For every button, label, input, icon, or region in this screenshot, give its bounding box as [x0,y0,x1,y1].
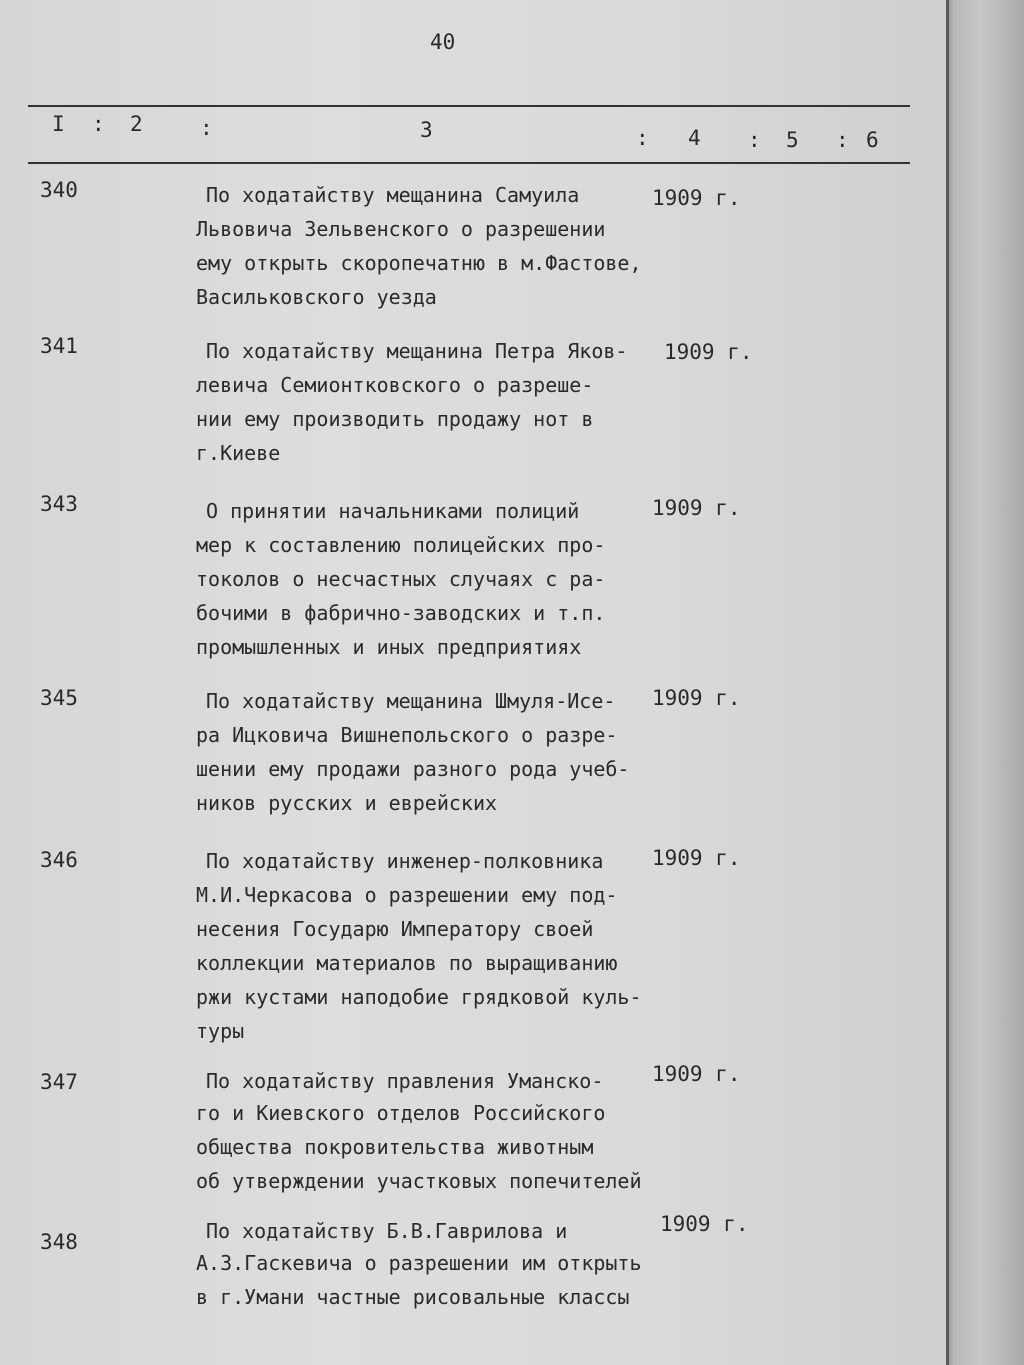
entry-text [206,178,676,212]
entry-number: 343 [40,492,78,516]
entry-line: А.З.Гаскевича о разрешении им открыть [196,1251,642,1275]
entry-text [196,1096,666,1198]
entry-text [196,528,666,664]
entry-text [196,212,666,314]
header-col-1: I [52,112,65,136]
entry-line: го и Киевского отделов Российского [196,1101,606,1125]
entry-text [206,844,676,878]
entry-text [206,684,676,718]
entry-line: Львовича Зельвенского о разрешении [196,217,606,241]
header-separator: : [636,126,649,150]
entry-line: М.И.Черкасова о разрешении ему под- [196,883,618,907]
entry-number: 341 [40,334,78,358]
entry-number: 348 [40,1230,78,1254]
entry-number: 340 [40,178,78,202]
entry-text [196,878,666,1048]
page-edge [946,0,1024,1365]
header-col-4: 4 [688,126,701,150]
entry-year: 1909 г. [660,1212,749,1236]
entry-line: мер к составлению полицейских про- [196,533,606,557]
entry-line: об утверждении участковых попечителей [196,1169,642,1193]
entry-text [206,1064,676,1098]
entry-text [206,494,676,528]
entry-line: промышленных и иных предприятиях [196,635,582,659]
entry-text [196,368,666,470]
entry-year: 1909 г. [652,1062,741,1086]
entry-number: 347 [40,1070,78,1094]
entry-line: бочими в фабрично-заводских и т.п. [196,601,606,625]
entry-line: токолов о несчастных случаях с ра- [196,567,606,591]
entry-line: туры [196,1019,245,1043]
entry-line: По ходатайству мещанина Самуила [206,183,580,207]
entry-line: ра Ицковича Вишнепольского о разре- [196,723,618,747]
entry-year: 1909 г. [652,186,741,210]
entry-text [206,334,676,368]
entry-line: нии ему производить продажу нот в [196,407,594,431]
entry-line: несения Государю Императору своей [196,917,594,941]
entry-line: По ходатайству Б.В.Гаврилова и [206,1219,568,1243]
entry-year: 1909 г. [652,496,741,520]
header-top-rule [28,105,910,107]
header-col-5: 5 [786,128,799,152]
entry-text [196,1246,666,1314]
entry-number: 346 [40,848,78,872]
entry-line: левича Семионтковского о разреше- [196,373,594,397]
entry-line: По ходатайству правления Уманско- [206,1069,604,1093]
entry-text [196,718,666,820]
entry-line: в г.Умани частные рисовальные классы [196,1285,630,1309]
entry-line: По ходатайству мещанина Шмуля-Исе- [206,689,616,713]
entry-line: общества покровительства животным [196,1135,594,1159]
entry-line: Васильковского уезда [196,285,437,309]
entry-line: ников русских и еврейских [196,791,498,815]
header-separator: : [836,128,849,152]
entry-line: По ходатайству инженер-полковника [206,849,604,873]
entry-year: 1909 г. [664,340,753,364]
entry-line: коллекции материалов по выращиванию [196,951,618,975]
entry-year: 1909 г. [652,686,741,710]
header-col-6: 6 [866,128,879,152]
header-separator: : [200,116,213,140]
entry-line: ему открыть скоропечатню в м.Фастове, [196,251,642,275]
entry-line: О принятии начальниками полиций [206,499,580,523]
page-number: 40 [430,30,456,54]
header-col-3: 3 [420,118,433,142]
entry-year: 1909 г. [652,846,741,870]
entry-line: шении ему продажи разного рода учеб- [196,757,630,781]
header-separator: : [92,112,105,136]
entry-text [206,1214,676,1248]
entry-line: ржи кустами наподобие грядковой куль- [196,985,642,1009]
entry-line: г.Киеве [196,441,281,465]
entry-number: 345 [40,686,78,710]
header-col-2: 2 [130,112,143,136]
header-separator: : [748,128,761,152]
page-edge-line [946,0,949,1365]
entry-line: По ходатайству мещанина Петра Яков- [206,339,628,363]
header-bottom-rule [28,162,910,164]
